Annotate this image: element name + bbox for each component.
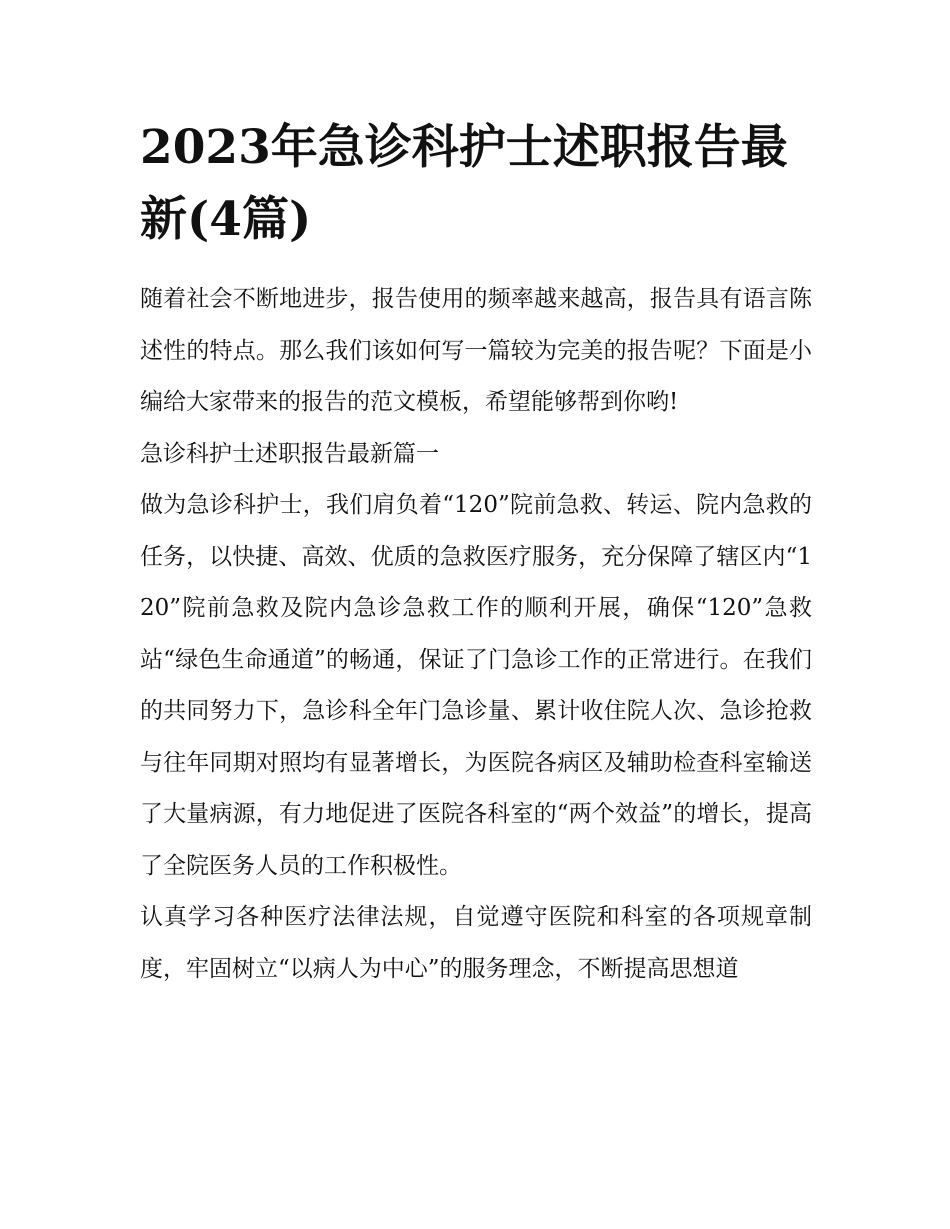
body-paragraph-2: 认真学习各种医疗法律法规，自觉遵守医院和科室的各项规章制度，牢固树立“以病人为中心”的服务理念，不断提高思想道	[140, 904, 812, 982]
title-block	[140, 112, 812, 256]
document-page	[140, 112, 812, 995]
document-title: 2023年急诊科护士述职报告最新(4篇)	[140, 120, 788, 247]
body-paragraph-1: 做为急诊科护士，我们肩负着“120”院前急救、转运、院内急救的任务，以快捷、高效、优质的急救医疗服务，充分保障了辖区内“120”院前急救及院内急诊急救工作的顺利开展，确保“120”急救站“绿色生命通道”的畅通，保证了门急诊工作的正常进行。在我们的共同努力下，急诊科全年门急诊量、累计收住院人次、急诊抢救与往年同期对照均有显著增长，为医院各病区及辅助检查科室输送了大量病源，有力地促进了医院各科室的“两个效益”的增长，提高了全院医务人员的工作积极性。	[140, 492, 812, 879]
section-heading: 急诊科护士述职报告最新篇一	[140, 440, 439, 467]
intro-paragraph: 随着社会不断地进步，报告使用的频率越来越高，报告具有语言陈述性的特点。那么我们该如何写一篇较为完美的报告呢？下面是小编给大家带来的报告的范文模板，希望能够帮到你哟!	[140, 286, 812, 415]
